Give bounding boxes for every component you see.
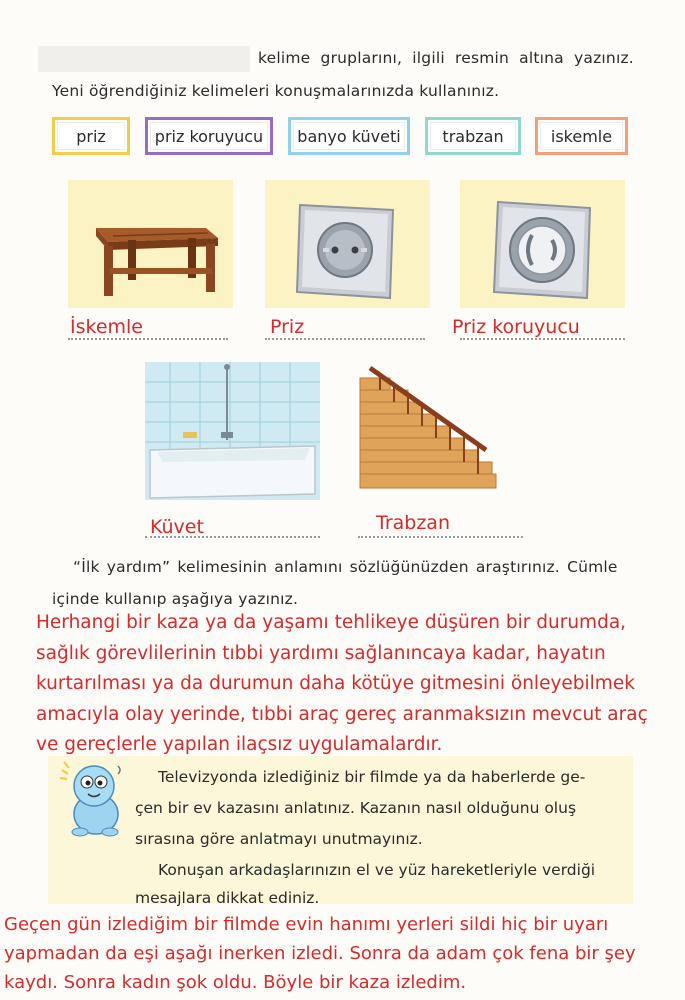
stool-answer-line [68,338,228,340]
railing-answer: Trabzan [376,512,450,534]
first-aid-question-line-1: “İlk yardım” kelimesinin anlamını sözlüğünüzden araştırınız. Cümle [73,558,618,576]
first-aid-answer [36,608,648,761]
bathtub-picture [145,362,320,500]
mascot-character [52,752,132,842]
word-box-trabzan [425,117,521,155]
bathtub-answer: Küvet [150,516,204,538]
word-box-label: priz koruyucu [154,126,264,146]
stool-icon [68,180,233,308]
word-box-iskemle [535,117,628,155]
stool-answer: İskemle [70,316,143,338]
activity-line-5: mesajlara dikkat ediniz. [135,889,320,907]
first-aid-answer-line: amacıyla olay yerinde, tıbbi araç gereç aranmaksızın mevcut araç [36,703,648,725]
socket-guard-answer: Priz koruyucu [452,316,580,338]
word-box-label: banyo küveti [297,126,401,146]
socket-icon [265,180,430,308]
instruction-line-2: Yeni öğrendiğiniz kelimeleri konuşmalarınızda kullanınız. [52,82,500,100]
socket-picture [265,180,430,308]
stool-picture [68,180,233,308]
word-box-label: iskemle [550,126,613,146]
word-box-priz-koruyucu [145,117,273,155]
word-box-label: priz [76,126,106,146]
railing-answer-line [358,536,523,538]
word-box-banyo-kuveti [288,117,410,155]
first-aid-answer-line: Herhangi bir kaza ya da yaşamı tehlikeye düşüren bir durumda, [36,612,627,633]
first-aid-answer-line: sağlık görevlilerinin tıbbi yardımı sağlanıncaya kadar, hayatın [36,642,606,664]
bathtub-icon [145,362,320,500]
bathtub-answer-line [145,536,320,538]
first-aid-answer-line: ve gereçlerle yapılan ilaçsız uygulamalardır. [36,734,443,755]
activity-line-3: sırasına göre anlatmayı unutmayınız. [135,830,423,848]
socket-guard-picture [460,180,625,308]
socket-guard-icon [460,180,625,308]
activity-answer-line: Geçen gün izlediğim bir filmde evin hanımı yerleri sildi hiç bir uyarı [4,914,609,935]
socket-guard-answer-line [460,338,625,340]
mascot-icon [52,752,132,842]
activity-answer [4,910,636,997]
activity-answer-line: kaydı. Sonra kadın şok oldu. Böyle bir kaza izledim. [4,972,467,993]
activity-line-4: Konuşan arkadaşlarınızın el ve yüz hareketleriyle verdiği [158,861,596,879]
activity-answer-line: yapmadan da eşi aşağı inerken izledi. Sonra da adam çok fena bir şey [4,943,636,964]
socket-answer: Priz [270,316,305,338]
first-aid-question-line-2: içinde kullanıp aşağıya yazınız. [52,590,299,608]
socket-answer-line [265,338,425,340]
activity-line-2: çen bir ev kazasını anlatınız. Kazanın nasıl olduğunu oluş [135,799,577,817]
word-box-priz [52,117,130,155]
activity-line-1: Televizyonda izlediğiniz bir filmde ya da haberlerde ge- [158,768,586,786]
obscured-start-text [38,46,250,72]
first-aid-answer-line: kurtarılması ya da durumun daha kötüye gitmesini önleyebilmek [36,673,635,694]
railing-icon [358,358,498,500]
word-box-label: trabzan [442,126,504,146]
railing-picture [358,358,498,500]
instruction-line-1: kelime gruplarını, ilgili resmin altına yazınız. [258,49,634,67]
